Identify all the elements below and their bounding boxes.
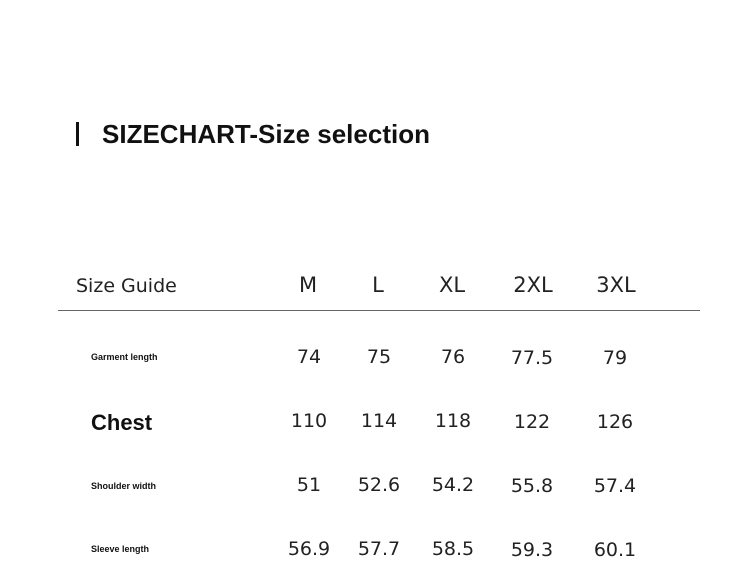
- cell-chest-m: 110: [290, 410, 328, 432]
- size-guide-label: Size Guide: [76, 275, 177, 297]
- cell-sleeve-length-m: 56.9: [287, 538, 331, 560]
- size-header-m: M: [298, 273, 318, 297]
- size-header-2xl: 2XL: [513, 273, 553, 297]
- cell-shoulder-width-xl: 54.2: [431, 474, 475, 496]
- cell-shoulder-width-2xl: 55.8: [510, 475, 554, 497]
- cell-sleeve-length-3xl: 60.1: [593, 539, 637, 561]
- cell-shoulder-width-l: 52.6: [357, 474, 401, 496]
- cell-chest-2xl: 122: [513, 411, 551, 433]
- cell-chest-l: 114: [360, 410, 398, 432]
- cell-garment-length-m: 74: [296, 346, 322, 368]
- size-header-3xl: 3XL: [596, 273, 636, 297]
- cell-chest-xl: 118: [434, 410, 472, 432]
- row-label-chest: Chest: [91, 410, 153, 435]
- row-label-shoulder-width: Shoulder width: [91, 481, 156, 491]
- cell-shoulder-width-3xl: 57.4: [593, 475, 637, 497]
- header-divider: [58, 310, 700, 311]
- row-label-garment-length: Garment length: [91, 352, 158, 362]
- size-header-xl: XL: [438, 273, 466, 297]
- size-header-l: L: [372, 273, 384, 297]
- cell-garment-length-3xl: 79: [602, 347, 628, 369]
- row-label-sleeve-length: Sleeve length: [91, 544, 150, 554]
- title-accent-bar: [76, 122, 79, 146]
- page-title: SIZECHART-Size selection: [102, 119, 430, 149]
- cell-chest-3xl: 126: [596, 411, 634, 433]
- cell-shoulder-width-m: 51: [296, 474, 322, 496]
- cell-garment-length-xl: 76: [440, 346, 466, 368]
- cell-sleeve-length-xl: 58.5: [431, 538, 475, 560]
- cell-garment-length-2xl: 77.5: [510, 347, 554, 369]
- cell-garment-length-l: 75: [366, 346, 392, 368]
- cell-sleeve-length-l: 57.7: [357, 538, 401, 560]
- cell-sleeve-length-2xl: 59.3: [510, 539, 554, 561]
